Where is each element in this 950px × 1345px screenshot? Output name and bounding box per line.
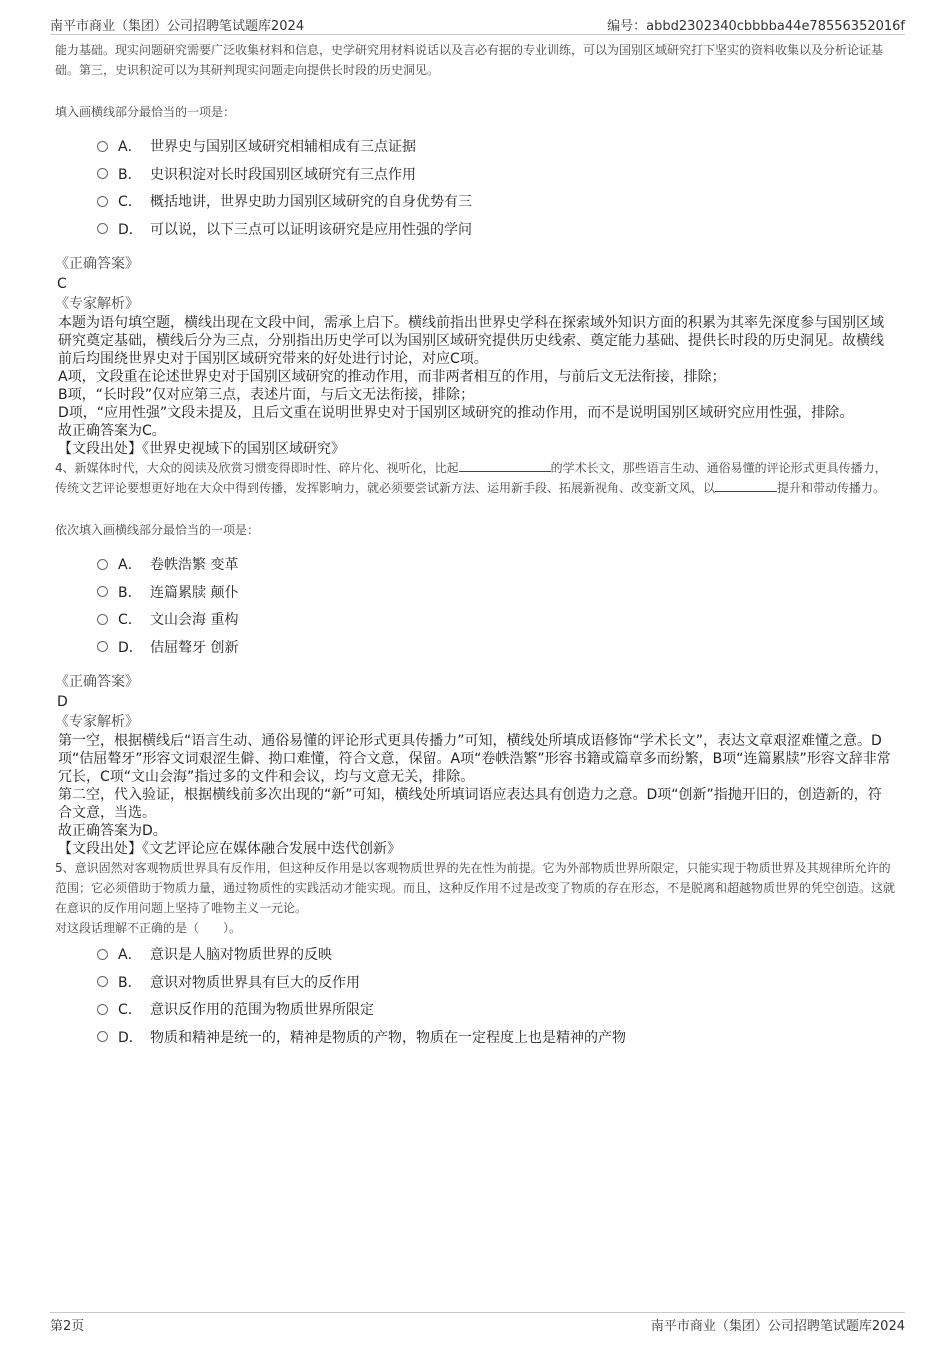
page-number: 第2页 — [50, 1319, 85, 1334]
q4-option-d[interactable]: D． 佶屈聱牙 创新 — [97, 635, 895, 663]
q4-option-c[interactable]: C． 文山会海 重构 — [97, 607, 895, 635]
q3-option-b[interactable]: B． 史识积淀对长时段国别区域研究有三点作用 — [97, 162, 895, 190]
page-header — [50, 12, 905, 35]
q4-option-a[interactable]: A． 卷帙浩繁 变革 — [97, 552, 895, 580]
radio-icon[interactable] — [97, 168, 108, 179]
radio-icon[interactable] — [97, 586, 108, 597]
radio-icon[interactable] — [97, 1004, 108, 1015]
radio-icon[interactable] — [97, 196, 108, 207]
q4-stem: 4、新媒体时代，大众的阅读及欣赏习惯变得即时性、碎片化、视听化，比起 的学术长文，那些语言生动、通俗易懂的评论形式更具传播力，传统文艺评论要想更好地在大众中得到传播，发挥影响力，就必须要尝试新方法、运用新手段、拓展新视角、改变新文风，以 提升和带动传播力。 — [55, 461, 887, 495]
q4-prompt: 依次填入画横线部分最恰当的一项是： — [55, 523, 260, 537]
q4-option-b[interactable]: B． 连篇累牍 颠仆 — [97, 580, 895, 608]
header-title: 南平市商业（集团）公司招聘笔试题库2024 — [50, 19, 305, 34]
q3-answer-label: 《正确答案》 — [55, 256, 139, 272]
q3-analysis-3: B项，“长时段”仅对应第三点，表述片面，与后文无法衔接，排除； — [58, 387, 475, 403]
q3-option-a[interactable]: A． 世界史与国别区域研究相辅相成有三点证据 — [97, 134, 895, 162]
q3-passage-tail: 能力基础。现实问题研究需要广泛收集材料和信息，史学研究用材料说话以及言必有据的专业训练，可以为国别区域研究打下坚实的资料收集以及分析论证基础。第三，史识积淀可以为其研判现实问题走向提供长时段的历史洞见。 — [55, 43, 884, 77]
radio-icon[interactable] — [97, 1031, 108, 1042]
q3-option-c[interactable]: C． 概括地讲，世界史助力国别区域研究的自身优势有三 — [97, 189, 895, 217]
q3-analysis-1: 本题为语句填空题，横线出现在文段中间，需承上启下。横线前指出世界史学科在探索域外知识方面的积累为其率先深度参与国别区域研究奠定基础，横线后分为三点，分别指出历史学可以为国别区域研究提供历史线索、奠定能力基础、提供长时段的历史洞见。故横线前后均围绕世界史对于国别区域研究带来的好处进行讨论，对应C项。 — [58, 315, 884, 367]
radio-icon[interactable] — [97, 976, 108, 987]
radio-icon[interactable] — [97, 141, 108, 152]
page-content — [55, 40, 895, 1062]
radio-icon[interactable] — [97, 614, 108, 625]
q3-analysis-label: 《专家解析》 — [55, 296, 139, 312]
q5-option-c[interactable]: C． 意识反作用的范围为物质世界所限定 — [97, 997, 895, 1025]
q3-option-d[interactable]: D． 可以说，以下三点可以证明该研究是应用性强的学问 — [97, 217, 895, 245]
header-doc-id: 编号：abbd2302340cbbbba44e78556352016f — [607, 19, 905, 34]
q4-options — [97, 552, 895, 662]
q3-options — [97, 134, 895, 244]
q4-analysis-1: 第一空，根据横线后“语言生动、通俗易懂的评论形式更具传播力”可知，横线处所填成语修饰“学术长文”，表达文章艰涩难懂之意。D项“佶屈聱牙”形容文词艰涩生僻、拗口难懂，符合文意，保留。A项“卷帙浩繁”形容书籍或篇章多而纷繁，B项“连篇累牍”形容文辞非常冗长，C项“文山会海”指过多的文件和会议，均与文意无关，排除。 — [58, 733, 891, 785]
q4-source: 【文段出处】《文艺评论应在媒体融合发展中迭代创新》 — [58, 841, 401, 857]
radio-icon[interactable] — [97, 223, 108, 234]
blank-line — [459, 459, 551, 472]
q5-option-d[interactable]: D． 物质和精神是统一的，精神是物质的产物，物质在一定程度上也是精神的产物 — [97, 1025, 895, 1053]
q3-source: 【文段出处】《世界史视域下的国别区域研究》 — [58, 441, 345, 457]
q5-option-a[interactable]: A． 意识是人脑对物质世界的反映 — [97, 942, 895, 970]
radio-icon[interactable] — [97, 949, 108, 960]
blank-line — [715, 479, 777, 492]
q5-stem: 5、意识固然对客观物质世界具有反作用，但这种反作用是以客观物质世界的先在性为前提。它为外部物质世界所限定，只能实现于物质世界及其规律所允许的范围；它必须借助于物质力量，通过物质性的实践活动才能实现。而且，这种反作用不过是改变了物质的存在形态，不是脱离和超越物质世界的凭空创造。这就在意识的反作用问题上坚持了唯物主义一元论。 — [55, 861, 896, 915]
radio-icon[interactable] — [97, 559, 108, 570]
q4-analysis-label: 《专家解析》 — [55, 714, 139, 730]
q3-analysis-4: D项，“应用性强”文段未提及，且后文重在说明世界史对于国别区域研究的推动作用，而不是说明国别区域研究应用性强，排除。 — [58, 405, 854, 421]
q3-analysis-2: A项，文段重在论述世界史对于国别区域研究的推动作用，而非两者相互的作用，与前后文无法衔接，排除； — [58, 369, 726, 385]
page-footer — [50, 1312, 905, 1337]
q4-answer-label: 《正确答案》 — [55, 674, 139, 690]
q4-answer: D — [57, 694, 68, 710]
q5-options — [97, 942, 895, 1052]
q5-prompt: 对这段话理解不正确的是（ ）。 — [55, 921, 242, 935]
footer-title: 南平市商业（集团）公司招聘笔试题库2024 — [650, 1319, 905, 1334]
q4-analysis-2: 第二空，代入验证，根据横线前多次出现的“新”可知，横线处所填词语应表达具有创造力之意。D项“创新”指抛开旧的，创造新的，符合文意，当选。 — [58, 787, 882, 821]
radio-icon[interactable] — [97, 641, 108, 652]
q4-analysis-3: 故正确答案为D。 — [58, 823, 167, 839]
q3-analysis-5: 故正确答案为C。 — [58, 423, 166, 439]
q3-prompt: 填入画横线部分最恰当的一项是： — [55, 105, 236, 119]
q3-answer: C — [57, 276, 67, 292]
q5-option-b[interactable]: B． 意识对物质世界具有巨大的反作用 — [97, 970, 895, 998]
